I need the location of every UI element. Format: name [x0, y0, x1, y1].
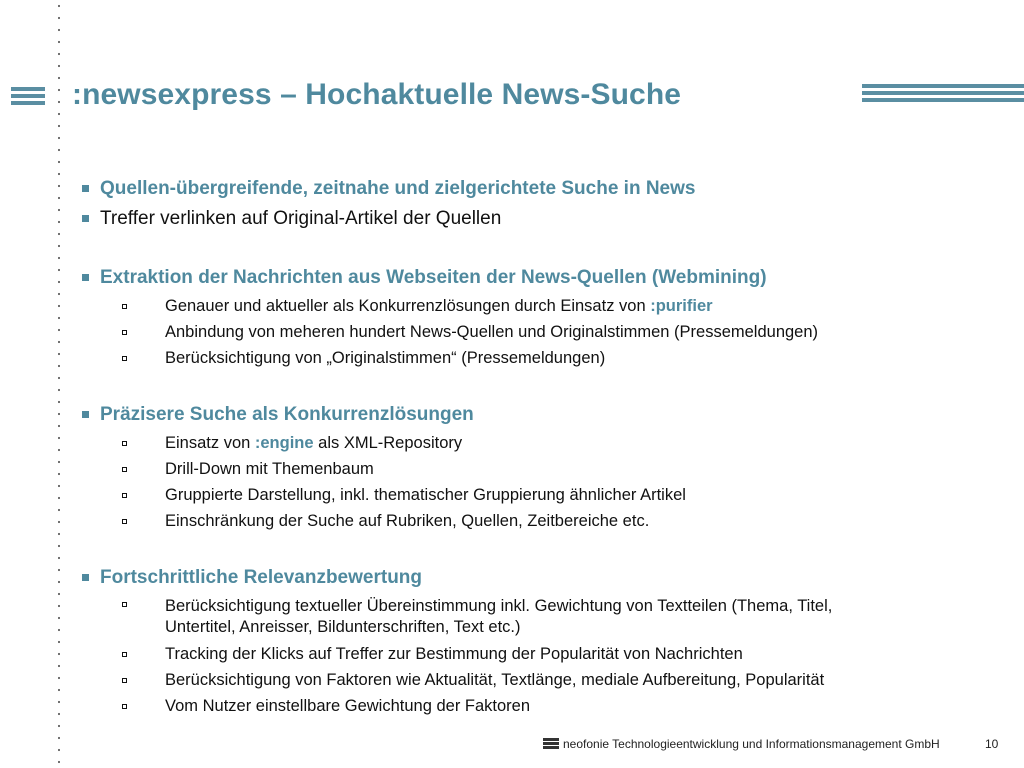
- sub-bullet-text-line2: Untertitel, Anreisser, Bildunterschriften, Text etc.): [165, 618, 521, 636]
- hollow-square-bullet-icon: [122, 602, 127, 607]
- sub-bullet-text: Drill-Down mit Themenbaum: [165, 460, 374, 478]
- sub-bullet-text: Berücksichtigung von „Originalstimmen“ (Pressemeldungen): [165, 349, 606, 367]
- footer: [543, 737, 940, 751]
- sub-bullet-text: Vom Nutzer einstellbare Gewichtung der Faktoren: [165, 697, 531, 715]
- hollow-square-bullet-icon: [122, 519, 127, 524]
- square-bullet-icon: [82, 215, 89, 222]
- section-heading: [78, 263, 1008, 293]
- hollow-square-bullet-icon: [122, 493, 127, 498]
- hollow-square-bullet-icon: [122, 330, 127, 335]
- sub-bullet-text: Einschränkung der Suche auf Rubriken, Quellen, Zeitbereiche etc.: [165, 512, 650, 530]
- sub-bullet-item: [78, 508, 1008, 534]
- hollow-square-bullet-icon: [122, 441, 127, 446]
- bullet-text: Treffer verlinken auf Original-Artikel der Quellen: [100, 208, 502, 229]
- section-heading: [78, 400, 1008, 430]
- section-heading: [78, 563, 1008, 593]
- hollow-square-bullet-icon: [122, 467, 127, 472]
- bullet-item: [78, 204, 1008, 234]
- keyword-engine: :engine: [254, 434, 314, 452]
- sub-bullet-text: Anbindung von meheren hundert News-Quellen und Originalstimmen (Pressemeldungen): [165, 323, 819, 341]
- sub-bullet-item: [78, 293, 1008, 319]
- square-bullet-icon: [82, 274, 89, 281]
- bullet-text: Quellen-übergreifende, zeitnahe und zielgerichtete Suche in News: [100, 178, 696, 199]
- sub-bullet-item: [78, 456, 1008, 482]
- sub-bullet-item: [78, 593, 1008, 641]
- slide-content: [78, 174, 1008, 719]
- sub-bullet-text: Berücksichtigung von Faktoren wie Aktualität, Textlänge, mediale Aufbereitung, Popularität: [165, 671, 825, 689]
- sub-bullet-item: [78, 641, 1008, 667]
- sub-bullet-text: Einsatz von: [165, 434, 255, 452]
- sub-bullet-item: [78, 345, 1008, 371]
- keyword-purifier: :purifier: [650, 297, 713, 315]
- hollow-square-bullet-icon: [122, 704, 127, 709]
- sub-bullet-text: Tracking der Klicks auf Treffer zur Bestimmung der Popularität von Nachrichten: [165, 645, 743, 663]
- page-number: 10: [985, 737, 999, 751]
- square-bullet-icon: [82, 185, 89, 192]
- section-heading-text: Extraktion der Nachrichten aus Webseiten der News-Quellen (Webmining): [100, 267, 767, 288]
- title-stripes-right-icon: [862, 84, 1024, 105]
- sub-bullet-item: [78, 430, 1008, 456]
- bullet-item: [78, 174, 1008, 204]
- sub-bullet-item: [78, 482, 1008, 508]
- footer-company: neofonie Technologieentwicklung und Informationsmanagement GmbH: [563, 737, 940, 751]
- sub-bullet-text-line1: Berücksichtigung textueller Übereinstimmung inkl. Gewichtung von Textteilen (Thema, Titel,: [165, 597, 833, 615]
- hollow-square-bullet-icon: [122, 356, 127, 361]
- sub-bullet-item: [78, 693, 1008, 719]
- dotted-divider-line: [58, 0, 60, 768]
- square-bullet-icon: [82, 411, 89, 418]
- sub-bullet-text: Genauer und aktueller als Konkurrenzlösungen durch Einsatz von: [165, 297, 651, 315]
- hollow-square-bullet-icon: [122, 652, 127, 657]
- section-heading-text: Präzisere Suche als Konkurrenzlösungen: [100, 404, 474, 425]
- neofonie-logo-icon: [543, 738, 559, 750]
- sub-bullet-item: [78, 319, 1008, 345]
- square-bullet-icon: [82, 574, 89, 581]
- slide-title: :newsexpress – Hochaktuelle News-Suche: [72, 78, 682, 111]
- sub-bullet-text-after: als XML-Repository: [313, 434, 463, 452]
- hollow-square-bullet-icon: [122, 304, 127, 309]
- sub-bullet-text: Gruppierte Darstellung, inkl. thematischer Gruppierung ähnlicher Artikel: [165, 486, 686, 504]
- title-stripes-left-icon: [11, 87, 45, 108]
- hollow-square-bullet-icon: [122, 678, 127, 683]
- sub-bullet-item: [78, 667, 1008, 693]
- section-heading-text: Fortschrittliche Relevanzbewertung: [100, 567, 423, 588]
